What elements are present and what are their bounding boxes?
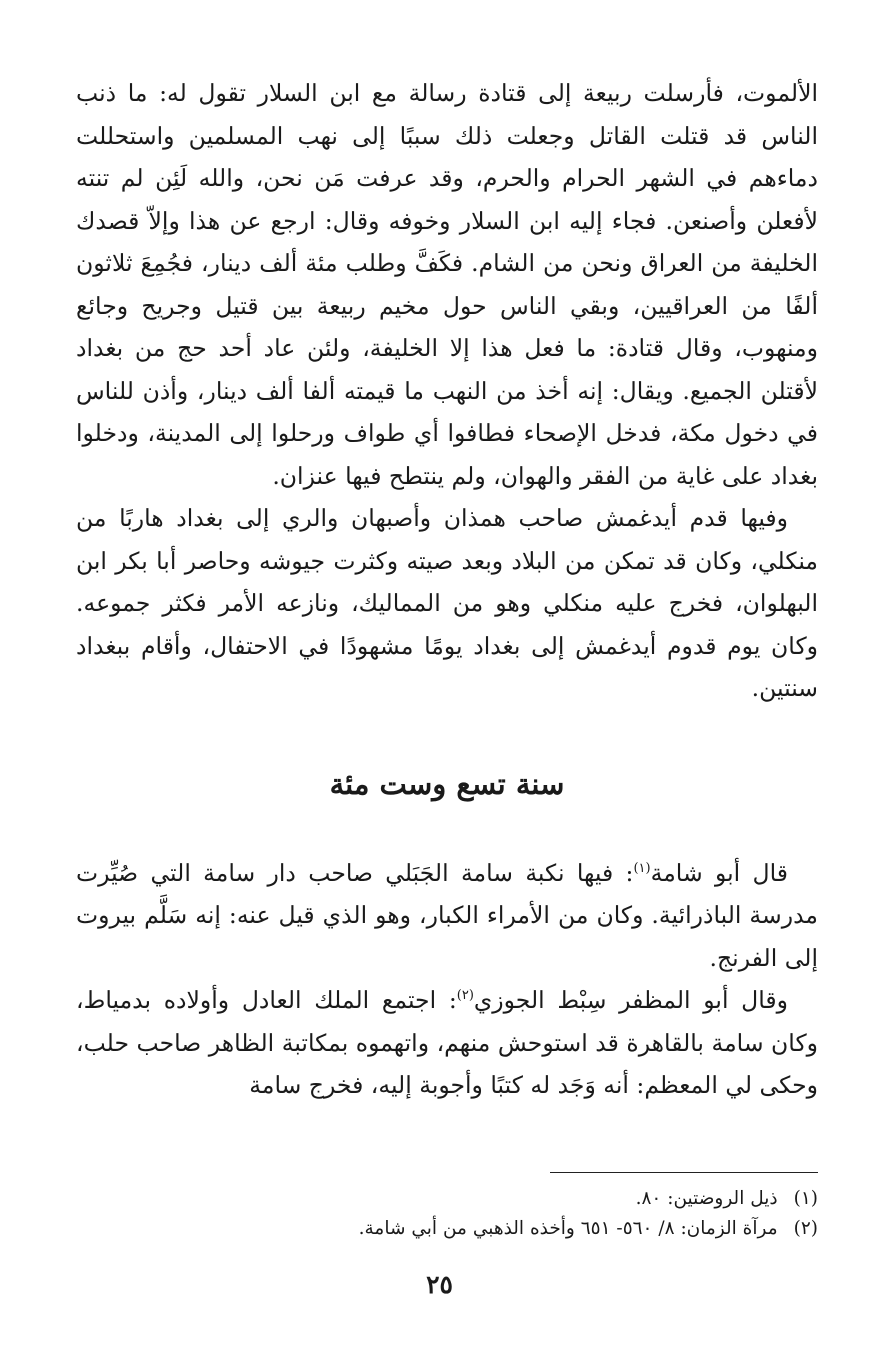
paragraph-4-lead: وقال أبو المظفر سِبْط الجوزي (473, 986, 788, 1014)
paragraph-4-text: : اجتمع الملك العادل وأولاده بدمياط، وكان سامة بالقاهرة قد استوحش منهم، واتهموه بمكاتبة الظاهر صاحب حلب، وحكى لي المعظم: أنه وَجَد له كتبًا وأجوبة إليه، فخرج سامة (76, 986, 818, 1099)
footnote-2-number: (٢) (793, 1218, 818, 1239)
paragraph-3 (76, 852, 818, 980)
footnote-2-text: مرآة الزمان: ٨/ ٥٦٠- ٦٥١ وأخذه الذهبي من أبي شامة. (358, 1218, 778, 1239)
footnote-1-number: (١) (793, 1188, 818, 1209)
footnote-ref-2[interactable]: (٢) (456, 988, 474, 1004)
footnote-divider (550, 1172, 818, 1173)
section-heading: سنة تسع وست مئة (329, 766, 565, 801)
footnote-1 (76, 1184, 818, 1214)
footnotes (76, 1184, 818, 1244)
page-body (76, 72, 818, 1107)
paragraph-4 (76, 979, 818, 1107)
paragraph-1: الألموت، فأرسلت ربيعة إلى قتادة رسالة مع ابن السلار تقول له: ما ذنب الناس قد قتلت القاتل وجعلت ذلك سببًا إلى نهب المسلمين واستحللت دماءهم في الشهر الحرام والحرم، وقد عرفت مَن نحن، والله لَئِن لم تنته لأفعلن وأصنعن. فجاء إليه ابن السلار وخوفه وقال: ارجع عن هذا وإلاّ قصدك الخليفة من العراق ونحن من الشام. فكَفَّ وطلب مئة ألف دينار، فجُمِعَ ثلاثون ألفًا من العراقيين، وبقي الناس حول مخيم ربيعة بين قتيل وجريح وجائع ومنهوب، وقال قتادة: ما فعل هذا إلا الخليفة، ولئن عاد أحد حج من بغداد لأقتلن الجميع. ويقال: إنه أخذ من النهب ما قيمته ألفا ألف دينار، وأذن للناس في دخول مكة، فدخل الإصحاء فطافوا أي طواف ورحلوا إلى المدينة، ودخلوا بغداد على غاية من الفقر والهوان، ولم ينتطح فيها عنزان. (76, 79, 818, 490)
paragraph-2: وفيها قدم أيدغمش صاحب همذان وأصبهان والري إلى بغداد هاربًا من منكلي، وكان قد تمكن من البلاد وبعد صيته وكثرت جيوشه وحاصر أبا بكر ابن البهلوان، فخرج عليه منكلي وهو من المماليك، ونازعه الأمر فكثر جموعه. وكان يوم قدوم أيدغمش إلى بغداد يومًا مشهودًا في الاحتفال، وأقام ببغداد سنتين. (76, 504, 818, 702)
footnote-ref-1[interactable]: (١) (633, 860, 651, 876)
footnote-1-text: ذيل الروضتين: ٨٠. (635, 1188, 778, 1209)
page-number: ٢٥ (426, 1270, 453, 1299)
paragraph-3-lead: قال أبو شامة (650, 858, 788, 887)
paragraph-3-text: : فيها نكبة سامة الجَبَلي صاحب دار سامة التي صُيِّرت مدرسة الباذرائية. وكان من الأمراء الكبار، وهو الذي قيل عنه: إنه سَلَّم بيروت إلى الفرنج. (76, 858, 818, 972)
footnote-2 (76, 1214, 818, 1244)
